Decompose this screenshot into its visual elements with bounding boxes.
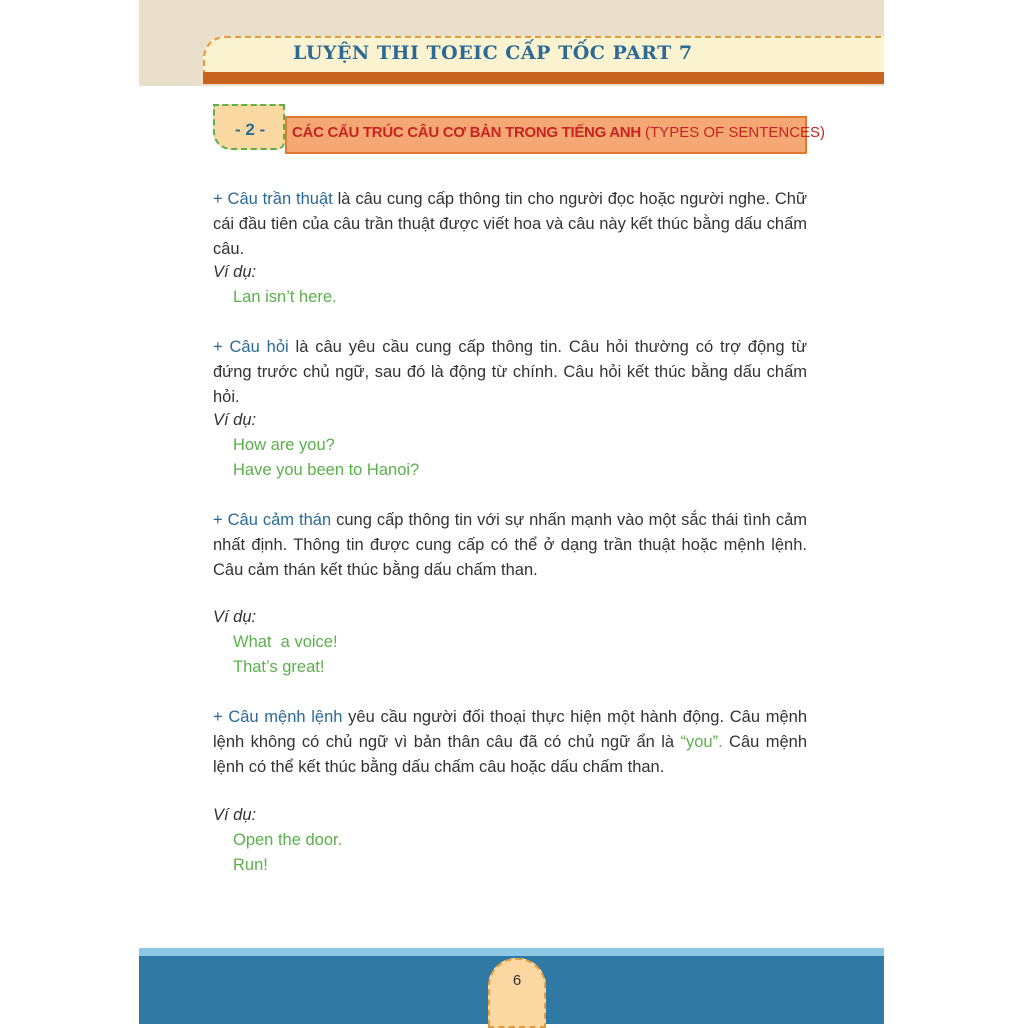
paragraph-imperative: [213, 705, 807, 780]
term-imperative: + Câu mệnh lệnh: [213, 708, 343, 726]
example-sentence: That’s great!: [233, 658, 325, 676]
definition-exclamatory: cung cấp thông tin với sự nhấn mạnh vào một sắc thái tình cảm nhất định. Thông tin được cung cấp có thể ở dạng trần thuật hoặc mệnh lệnh. Câu cảm thán kết thúc bằng dấu chấm than.: [213, 511, 807, 579]
page: [139, 0, 884, 1024]
term-exclamatory: + Câu cảm thán: [213, 511, 332, 529]
definition-imperative: yêu cầu người đối thoại thực hiện một hành động. Câu mệnh lệnh không có chủ ngữ vì bản thân câu đã có chủ ngữ ẩn là: [213, 708, 807, 751]
paragraph-question: [213, 335, 807, 410]
footer-accent: [139, 948, 884, 956]
example-label: Ví dụ:: [213, 608, 257, 626]
example-sentence: How are you?: [233, 436, 335, 454]
example-label: Ví dụ:: [213, 806, 257, 824]
term-question: + Câu hỏi: [213, 338, 289, 356]
example-sentence: Have you been to Hanoi?: [233, 461, 420, 479]
paragraph-exclamatory: [213, 508, 807, 583]
example-sentence: What a voice!: [233, 633, 338, 651]
implied-subject: “you”.: [680, 733, 723, 751]
page-number: 6: [512, 972, 522, 989]
definition-question: là câu yêu cầu cung cấp thông tin. Câu hỏi thường có trợ động từ đứng trước chủ ngữ, sau đó là động từ chính. Câu hỏi kết thúc bằng dấu chấm hỏi.: [213, 338, 808, 406]
paragraph-declarative: [213, 187, 807, 262]
definition-declarative: là câu cung cấp thông tin cho người đọc hoặc người nghe. Chữ cái đầu tiên của câu trần thuật được viết hoa và câu này kết thúc bằng dấu chấm câu.: [213, 190, 807, 258]
example-sentence: Lan isn’t here.: [233, 288, 337, 306]
header-bar: [203, 72, 884, 84]
definition-imperative-end: Câu mệnh lệnh có thể kết thúc bằng dấu chấm câu hoặc dấu chấm than.: [213, 733, 807, 776]
section-title: [292, 124, 825, 141]
example-sentence: Run!: [233, 856, 268, 874]
page-number-tab: [488, 958, 546, 1028]
example-label: Ví dụ:: [213, 263, 257, 281]
section-title-main: CÁC CẤU TRÚC CÂU CƠ BẢN TRONG TIẾNG ANH: [292, 124, 641, 141]
term-declarative: + Câu trần thuật: [213, 190, 333, 208]
example-label: Ví dụ:: [213, 411, 257, 429]
example-sentence: Open the door.: [233, 831, 343, 849]
section-title-sub: (TYPES OF SENTENCES): [640, 124, 826, 141]
header-title: LUYỆN THI TOEIC CẤP TỐC PART 7: [293, 42, 693, 64]
section-number: - 2 -: [235, 120, 266, 139]
